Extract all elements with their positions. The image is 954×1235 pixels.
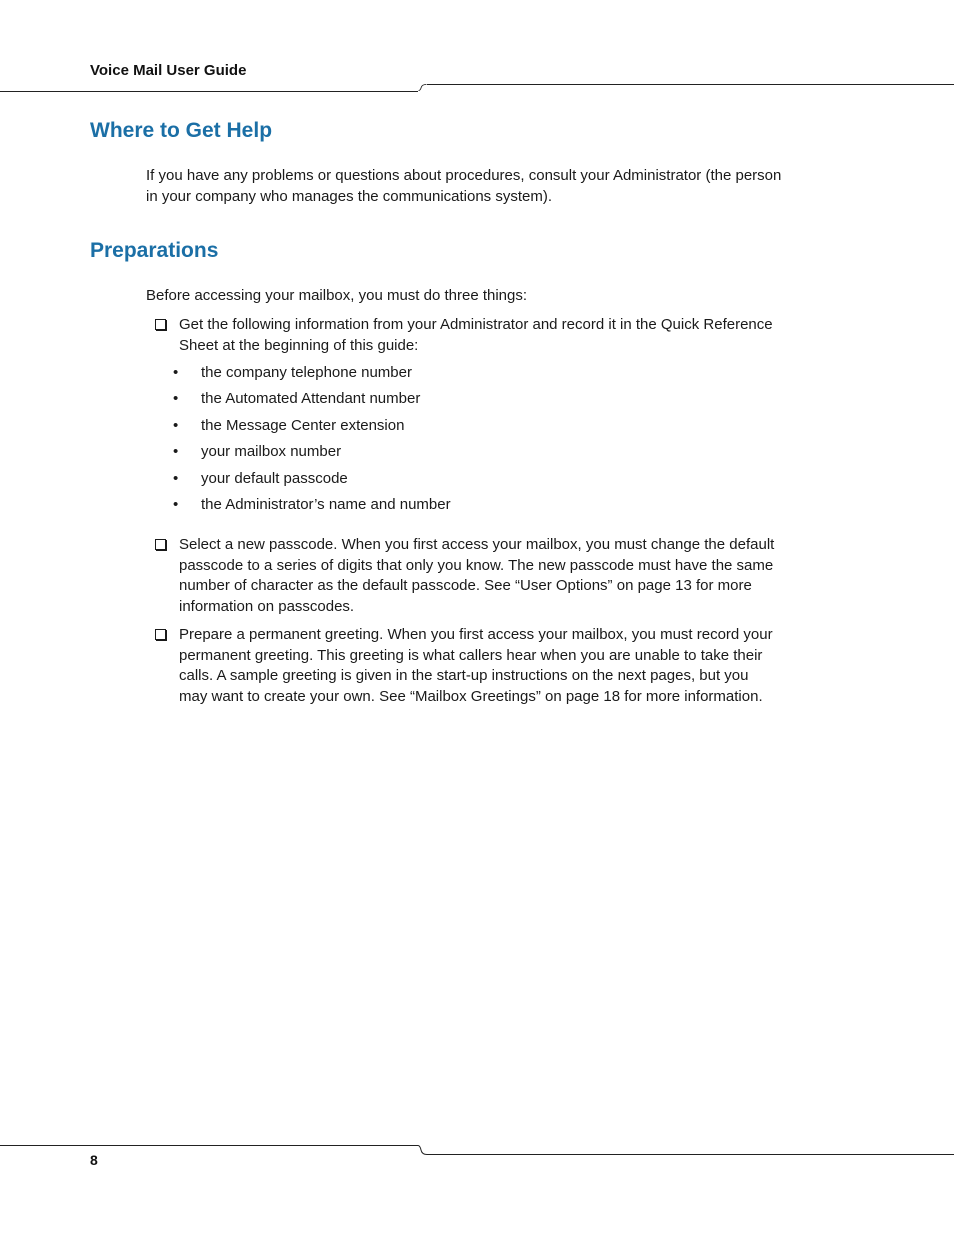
bullet-icon: •: [173, 496, 179, 513]
header-rule-curve: [418, 84, 427, 91]
checklist-item-line: calls. A sample greeting is given in the start-up instructions on the next pages, but you: [179, 667, 749, 684]
checklist-item-line: permanent greeting. This greeting is what callers hear when you are unable to take their: [179, 646, 763, 664]
checklist-item-line: Select a new passcode. When you first access your mailbox, you must change the default: [179, 536, 775, 553]
header-rule-right: [427, 84, 954, 85]
bullet-icon: •: [173, 364, 179, 381]
help-paragraph: [146, 165, 791, 207]
checkbox-icon: [155, 319, 166, 330]
help-paragraph-line-2: in your company who manages the communications system).: [146, 188, 553, 205]
help-paragraph-line-1: If you have any problems or questions about procedures, consult your Administrator (the person: [146, 167, 782, 184]
checklist-item-line: passcode to a series of digits that only you know. The new passcode must have the same: [179, 556, 774, 574]
header-rule-left: [0, 91, 418, 92]
bullet-icon: •: [173, 470, 179, 487]
bullet-text: the Administrator’s name and number: [201, 496, 451, 513]
checkbox-icon: [155, 629, 166, 640]
checklist-item-text: [179, 625, 789, 707]
bullet-text: your mailbox number: [201, 443, 342, 460]
checkbox-icon: [155, 539, 166, 550]
checklist-item-line: Prepare a permanent greeting. When you first access your mailbox, you must record your: [179, 626, 773, 643]
bullet-text: the Automated Attendant number: [201, 390, 421, 407]
section-heading-help: Where to Get Help: [90, 119, 273, 142]
preparations-intro: Before accessing your mailbox, you must do three things:: [146, 287, 528, 304]
footer-rule-right: [427, 1154, 954, 1155]
checklist-item-line: Get the following information from your Administrator and record it in the Quick Reference: [179, 316, 773, 333]
page-number: 8: [90, 1152, 98, 1168]
checklist-item-line: may want to create your own. See “Mailbox Greetings” on page 18 for more information.: [179, 687, 763, 705]
footer-rule-curve: [418, 1145, 427, 1155]
checklist-item-text: [179, 535, 789, 617]
checklist-item-line: Sheet at the beginning of this guide:: [179, 336, 419, 354]
section-heading-preparations: Preparations: [90, 239, 219, 262]
checklist-item-text: [179, 315, 789, 356]
bullet-icon: •: [173, 443, 179, 460]
checklist-item-line: number of character as the default passcode. See “User Options” on page 13 for more: [179, 577, 752, 594]
bullet-icon: •: [173, 417, 179, 434]
running-header-title: Voice Mail User Guide: [90, 62, 247, 79]
checklist-item-line: information on passcodes.: [179, 597, 355, 615]
bullet-text: the Message Center extension: [201, 417, 405, 434]
bullet-text: the company telephone number: [201, 364, 412, 381]
footer-rule-left: [0, 1145, 418, 1146]
bullet-icon: •: [173, 390, 179, 407]
bullet-text: your default passcode: [201, 470, 348, 487]
